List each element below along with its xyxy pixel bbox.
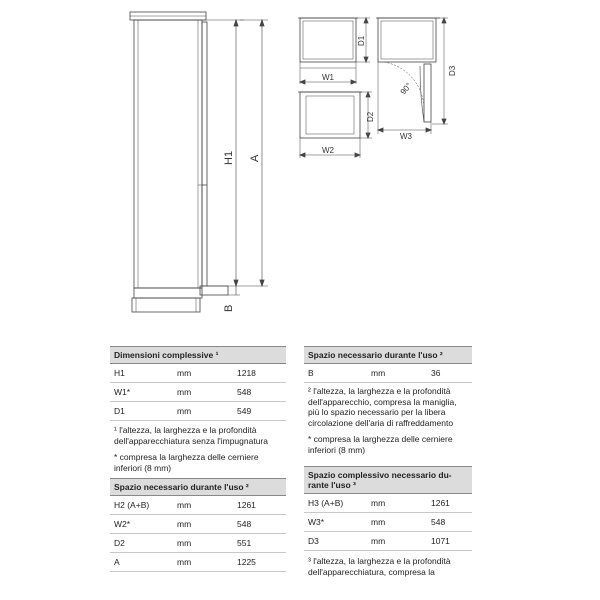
table-row: D1 mm 549 (110, 402, 286, 421)
label-angle: 90° (398, 81, 414, 97)
footnote-3: ³ l'altezza, la larghezza e la profondità dell'apparecchiatura, compresa la (308, 556, 451, 577)
table-row: B mm 36 (304, 364, 472, 383)
table-row: A mm 1225 (110, 553, 286, 572)
front-view-drawing (130, 12, 268, 312)
label-d1: D1 (357, 35, 366, 46)
label-w2: W2 (322, 146, 334, 155)
table-row: D2 mm 551 (110, 534, 286, 553)
table-row: W3* mm 548 (304, 513, 472, 532)
footnote-1: ¹ l'altezza, la larghezza e la profondità dell'apparecchiatura senza l'impugnatura (114, 425, 268, 446)
label-d3: D3 (448, 65, 457, 76)
label-d2: D2 (366, 111, 375, 122)
table-use-space-right (304, 346, 472, 383)
table-row: H1 mm 1218 (110, 364, 286, 383)
label-a: A (249, 154, 261, 162)
table-row: H2 (A+B) mm 1261 (110, 496, 286, 515)
table-title: Spazio complessivo necessario du- rante l'uso ³ (304, 467, 472, 494)
footnote-2: ² l'altezza, la larghezza e la profondità dell'apparecchio, compresa la maniglia, più lo spazio necessario per la libera circolazione dell'aria di raffreddamento (308, 386, 457, 428)
plan-view-w1-d1 (298, 18, 370, 84)
table-row: W1* mm 548 (110, 383, 286, 402)
table-row: W2* mm 548 (110, 515, 286, 534)
label-w1: W1 (322, 73, 334, 82)
label-b: B (223, 304, 235, 312)
table-use-space-left (110, 478, 286, 572)
table-title: Dimensioni complessive ¹ (110, 347, 286, 364)
table-total-space (304, 466, 472, 551)
label-h1: H1 (223, 150, 235, 165)
table-title: Spazio necessario durante l'uso ² (304, 347, 472, 364)
table-row: H3 (A+B) mm 1261 (304, 494, 472, 513)
table-title: Spazio necessario durante l'uso ² (110, 479, 286, 496)
label-w3: W3 (400, 132, 412, 141)
footnote-hinge-left: * compresa la larghezza delle cerniere inferiori (8 mm) (114, 452, 259, 473)
table-row: D3 mm 1071 (304, 532, 472, 551)
table-overall-dimensions (110, 346, 286, 421)
plan-view-w3-d3 (376, 18, 448, 134)
plan-view-w2-d2 (298, 92, 372, 158)
footnote-hinge-right: * compresa la larghezza delle cerniere inferiori (8 mm) (308, 434, 453, 455)
